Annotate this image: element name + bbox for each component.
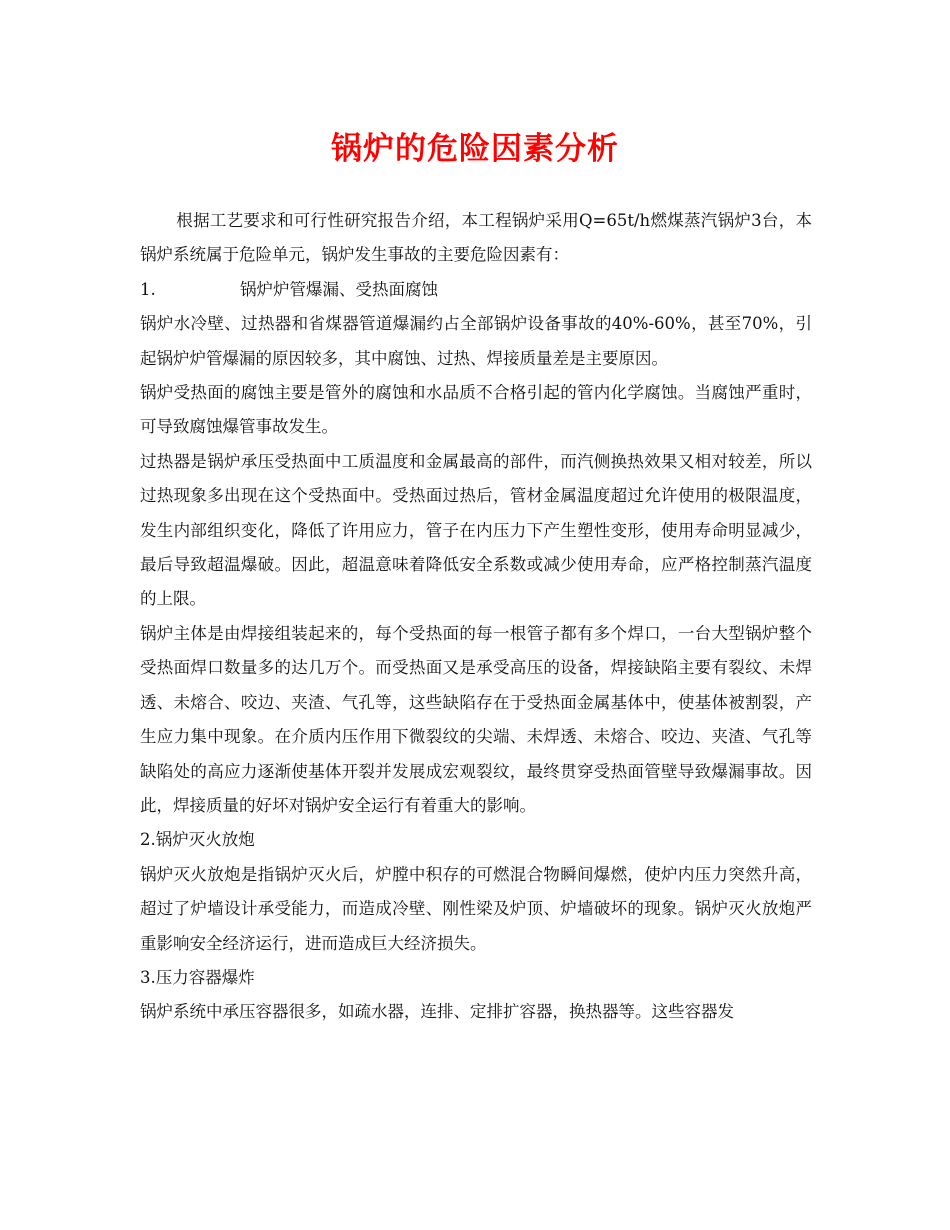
document-title: 锅炉的危险因素分析 bbox=[331, 131, 619, 167]
section-1-paragraph-3: 过热器是锅炉承压受热面中工质温度和金属最高的部件，而汽侧换热效果又相对较差，所以过热现象多出现在这个受热面中。受热面过热后，管材金属温度超过允许使用的极限温度，发生内部组织变化，降低了许用应力，管子在内压力下产生塑性变形，使用寿命明显减少，最后导致超温爆破。因此，超温意味着降低安全系数或减少使用寿命，应严格控制蒸汽温度的上限。 bbox=[140, 451, 812, 609]
section-1-number: 1. bbox=[140, 279, 156, 299]
section-2-paragraph-1: 锅炉灭火放炮是指锅炉灭火后，炉膛中积存的可燃混合物瞬间爆燃，使炉内压力突然升高，超过了炉墙设计承受能力，而造成冷壁、刚性梁及炉顶、炉墙破坏的现象。锅炉灭火放炮严重影响安全经济运行，进而造成巨大经济损失。 bbox=[140, 864, 812, 953]
section-1-paragraph-1: 锅炉水冷壁、过热器和省煤器管道爆漏约占全部锅炉设备事故的40%-60%，甚至70%，引起锅炉炉管爆漏的原因较多，其中腐蚀、过热、焊接质量差是主要原因。 bbox=[140, 314, 812, 368]
intro-paragraph: 根据工艺要求和可行性研究报告介绍，本工程锅炉采用Q=65t/h燃煤蒸汽锅炉3台，本锅炉系统属于危险单元，锅炉发生事故的主要危险因素有： bbox=[140, 211, 812, 265]
section-3-paragraph-1: 锅炉系统中承压容器很多，如疏水器，连排、定排扩容器，换热器等。这些容器发 bbox=[140, 1002, 734, 1022]
document-body bbox=[140, 204, 812, 1030]
section-1-heading bbox=[140, 273, 812, 307]
section-2-heading: 2.锅炉灭火放炮 bbox=[140, 830, 255, 850]
section-1-title: 锅炉炉管爆漏、受热面腐蚀 bbox=[240, 279, 438, 299]
section-1-paragraph-4: 锅炉主体是由焊接组装起来的，每个受热面的每一根管子都有多个焊口，一台大型锅炉整个受热面焊口数量多的达几万个。而受热面又是承受高压的设备，焊接缺陷主要有裂纹、未焊透、未熔合、咬边、夹渣、气孔等，这些缺陷存在于受热面金属基体中，使基体被割裂，产生应力集中现象。在介质内压作用下微裂纹的尖端、未焊透、未熔合、咬边、夹渣、气孔等缺陷处的高应力逐渐使基体开裂并发展成宏观裂纹，最终贯穿受热面管壁导致爆漏事故。因此，焊接质量的好坏对锅炉安全运行有着重大的影响。 bbox=[140, 623, 812, 815]
section-3-heading: 3.压力容器爆炸 bbox=[140, 967, 255, 987]
section-1-paragraph-2: 锅炉受热面的腐蚀主要是管外的腐蚀和水品质不合格引起的管内化学腐蚀。当腐蚀严重时，可导致腐蚀爆管事故发生。 bbox=[140, 383, 812, 437]
